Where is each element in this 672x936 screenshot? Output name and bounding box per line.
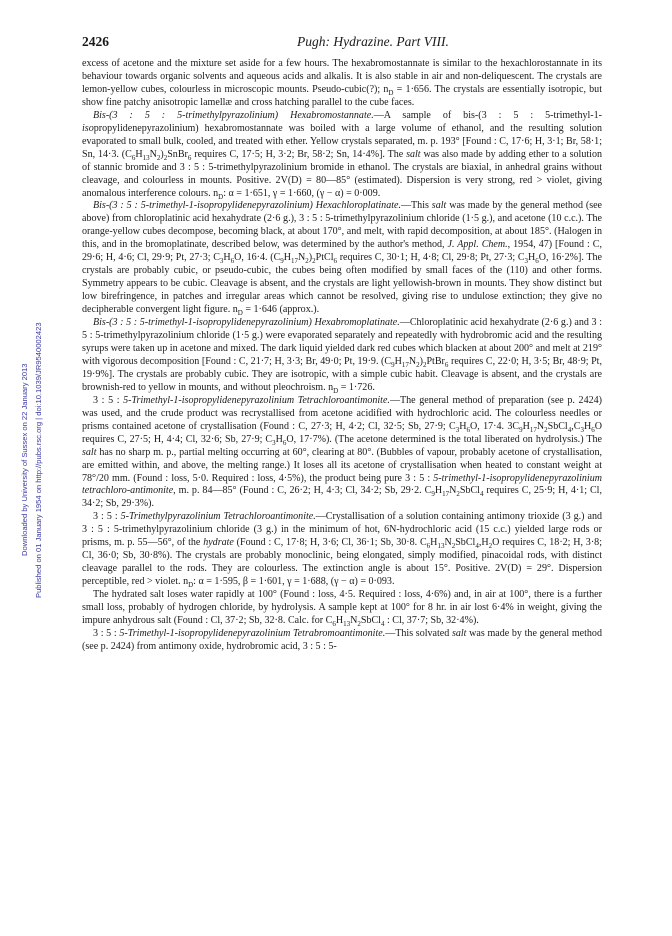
text-run: requires C, 25·9; H, 4·1; Cl, 34·2; Sb, 29·3%). bbox=[82, 485, 602, 510]
subscript: 6 bbox=[426, 542, 431, 551]
italic-text: 5-Trimethylpyrazolinium Tetrachloroantimonite. bbox=[120, 511, 316, 523]
text-run: N bbox=[149, 148, 157, 160]
italic-text: Bis-(3 : 5 : 5-trimethyl-1-isopropylidenepyrazolinium) Hexachloroplatinate. bbox=[93, 200, 401, 212]
subscript: 6 bbox=[332, 619, 336, 628]
text-run: PtCl bbox=[315, 252, 334, 264]
paragraph-p6 bbox=[82, 511, 602, 589]
text-run: SbCl bbox=[547, 420, 568, 432]
text-run: H bbox=[135, 148, 143, 160]
subscript: D bbox=[237, 309, 243, 318]
text-run: H bbox=[459, 420, 467, 432]
text-run: —The general method of preparation (see p. 2424) was used, and the crude product was recrystallised from acetone acidified with hydrochloric acid. The colourless needles or prisms contained acetone of crystallisation (Found : C, 27·3; H, 4·2; Cl, 32·5; Sb, 27·9; C bbox=[82, 394, 602, 432]
text-run: requires C, 17·5; H, 3·2; Br, 58·2; Sn, 14·4%]. The bbox=[191, 148, 407, 160]
subscript: 17 bbox=[442, 490, 450, 499]
text-run: The hydrated salt loses water rapidly at 100° (Found : loss, 4·5. Required : loss, 4·6%) and, in air at 100°, there is a further small loss, probably of hydrogen chloride, by hydrolysis. A sample kept at 100° for 8 hr. in air lost 6·4% in weight, giving the impure anhydrous salt (Found : Cl, 37·2; Sb, 32·8. Calc. for C bbox=[82, 589, 602, 626]
text-run: was also made by adding ether to a solution of stannic bromide and 3 : 5 : 5-trimethylpyrazolinium bromide in ethanol. The crystals are biaxial, in anhedral grains without cleavage, and colourless in mounts. Positive. 2V(D) = 80—85° (estimated). Dispersion is very strong, red > violet, giving anomalous interference colours. n bbox=[82, 148, 602, 199]
italic-text: iso bbox=[82, 122, 94, 134]
text-run: H bbox=[394, 355, 402, 367]
subscript: 2 bbox=[163, 153, 168, 162]
subscript: 4 bbox=[479, 490, 484, 499]
subscript: 6 bbox=[591, 425, 595, 434]
subscript: 6 bbox=[282, 438, 287, 447]
text-run: has no sharp m. p., partial melting occurring at 60°, clearing at 80°. (Bubbles of vapour, probably acetone of crystallisation, are emitted within, and above, the melting range.) It loses all its acetone of crystallisation when heated to constant weight at 78°/20 mm. (Found : loss, 5·0. Required : loss, 4·5%), the product being pure 3 : 5 : bbox=[82, 446, 602, 484]
text-run: was made by the general method (see above) from chloroplatinic acid hexahydrate (2·6 g.), 3 : 5 : 5-trimethylpyrazolinium chloride (1·5 g.), and acetone (10 c.c.). The orange-yellow cubes decompose, becoming black, at about 170°, and melt, with rapid decomposition, at about 185°. (Halogen in this, and in the bromoplatinate, described below, was determined by the author's method, bbox=[82, 200, 602, 251]
italic-text: Bis-(3 : 5 : 5-trimethylpyrazolinium) Hexabromostannate. bbox=[93, 109, 374, 121]
text-run: H bbox=[283, 252, 292, 264]
italic-text: salt bbox=[82, 446, 97, 458]
text-run: ) bbox=[160, 148, 164, 160]
paragraph-p7 bbox=[82, 589, 602, 628]
text-run: PtBr bbox=[426, 355, 445, 367]
subscript: 3 bbox=[455, 425, 460, 434]
text-run: 3 : 5 : bbox=[93, 627, 120, 639]
subscript: 6 bbox=[444, 360, 449, 369]
text-run: : α = 1·595, β = 1·601, γ = 1·688, (γ − α) = 0·093. bbox=[193, 576, 395, 588]
subscript: 6 bbox=[333, 257, 338, 266]
text-run: requires C, 22·0; H, 3·5; Br, 48·9; Pt, 19·9%]. The crystals are probably cubic. They are isotropic, with a simple cubic habit. Cleavage is absent, and the crystals are brownish-red to yellow in mounts, and without pleochroism. n bbox=[82, 355, 602, 393]
text-run: O, 16·2%]. The crystals are probably cubic, or pseudo-cubic, the cubes being often modified by small faces of the (110) and other forms. Symmetry appears to be cubic. Cleavage is absent, and the crystals are light yellowish-brown in mounts. They show distinct but low birefringence, in patches and irregular areas which cannot be resolved, giving rise to undulose extinction; they give no decipherable convergent light figure. n bbox=[82, 252, 602, 316]
text-run: was made by the general method (see p. 2424) from antimony oxide, hydrobromic acid, 3 : 5 : 5- bbox=[82, 627, 602, 652]
text-run: N bbox=[449, 485, 457, 497]
paragraph-p8 bbox=[82, 628, 602, 654]
paragraph-p5 bbox=[82, 395, 602, 512]
subscript: D bbox=[388, 88, 394, 97]
subscript: D bbox=[218, 192, 224, 201]
download-notice[interactable]: Downloaded by University of Sussex on 22 January 2013 bbox=[20, 363, 29, 557]
text-run: N bbox=[408, 355, 417, 367]
paragraph-p2 bbox=[82, 110, 602, 201]
text-run: H bbox=[275, 433, 283, 445]
text-run: O requires C, 27·5; H, 4·4; Cl, 32·6; Sb, 27·9; C bbox=[82, 420, 602, 445]
text-run: O, 16·4. (C bbox=[234, 252, 281, 264]
text-run: SbCl bbox=[455, 537, 476, 549]
subscript: 2 bbox=[312, 257, 316, 266]
page-number: 2426 bbox=[82, 34, 109, 49]
italic-text: 5-Trimethyl-1-isopropylidenepyrazolinium Tetrachloroantimonite. bbox=[123, 394, 390, 406]
text-run: ,C bbox=[571, 420, 581, 432]
text-run: H bbox=[223, 252, 231, 264]
subscript: 17 bbox=[401, 360, 409, 369]
text-run: H bbox=[528, 252, 536, 264]
subscript: 9 bbox=[280, 257, 284, 266]
subscript: 2 bbox=[305, 257, 309, 266]
text-run: H bbox=[434, 485, 443, 497]
text-run: —This bbox=[401, 200, 432, 212]
italic-text: J. Appl. Chem. bbox=[447, 239, 508, 251]
subscript: 13 bbox=[437, 542, 445, 551]
text-run: 3 : 5 : bbox=[93, 394, 124, 406]
subscript: 4 bbox=[380, 619, 385, 628]
italic-text: salt bbox=[451, 627, 467, 639]
subscript: 6 bbox=[230, 257, 235, 266]
text-run: ,H bbox=[478, 537, 489, 549]
text-run: N bbox=[444, 537, 452, 549]
subscript: 4 bbox=[475, 542, 479, 551]
subscript: 13 bbox=[142, 153, 150, 162]
italic-text: salt bbox=[431, 200, 447, 212]
text-run: N bbox=[536, 420, 545, 432]
text-run: = 1·726. bbox=[338, 381, 375, 393]
subscript: 13 bbox=[343, 619, 351, 628]
text-run: ) bbox=[308, 252, 313, 264]
text-run: = 1·656. The crystals are essentially isotropic, but show fine patchy anisotropic lamellæ and cross hatching parallel to the cube faces. bbox=[82, 83, 602, 108]
text-run: N bbox=[298, 252, 306, 264]
subscript: 2 bbox=[451, 542, 456, 551]
subscript: 6 bbox=[131, 153, 136, 162]
text-run: O, 17·7%). (The acetone determined is the total liberated on hydrolysis.) The bbox=[286, 433, 602, 445]
subscript: 3 bbox=[219, 257, 224, 266]
text-run: 3 : 5 : bbox=[93, 511, 121, 523]
text-run: SbCl bbox=[360, 614, 381, 626]
text-run: (Found : C, 17·8; H, 3·6; Cl, 36·1; Sb, 30·8. C bbox=[233, 537, 427, 549]
text-run: requires C, 30·1; H, 4·8; Cl, 29·8; Pt, 27·3; C bbox=[337, 252, 525, 264]
italic-text: salt bbox=[406, 148, 421, 160]
paragraph-p3 bbox=[82, 200, 602, 317]
subscript: 2 bbox=[488, 542, 493, 551]
paragraph-p4 bbox=[82, 317, 602, 395]
subscript: 9 bbox=[391, 360, 395, 369]
text-run: N bbox=[350, 614, 358, 626]
text-run: O, 17·4. 3C bbox=[470, 420, 520, 432]
text-run: —Chloroplatinic acid hexahydrate (2·6 g.) and 3 : 5 : 5-trimethylpyrazolinium chloride (1·5 g.) were evaporated separately and repeatedly with hydrobromic acid and the resulting syrups were taken up in acetone and mixed. The dark liquid yielded dark red cubes which blacken at about 200° and melt at 219° with vigorous decomposition [Found : C, 21·7; H, 3·3; Br, 49·0; Pt, 19·9. (C bbox=[82, 317, 602, 367]
subscript: D bbox=[333, 386, 339, 395]
article-body bbox=[82, 58, 602, 930]
text-run: ) bbox=[419, 355, 423, 367]
text-run: : Cl, 37·7; Sb, 32·4%). bbox=[384, 614, 479, 626]
text-run: : α = 1·651, γ = 1·660, (γ − α) = 0·009. bbox=[223, 187, 381, 199]
text-run: H bbox=[583, 420, 592, 432]
publication-notice[interactable]: Published on 01 January 1954 on http://pubs.rsc.org | doi:10.1039/JR9540002423 bbox=[34, 322, 43, 598]
subscript: 3 bbox=[524, 257, 529, 266]
text-run: H bbox=[522, 420, 530, 432]
text-run: = 1·646 (approx.). bbox=[242, 304, 320, 316]
text-run: H bbox=[430, 537, 438, 549]
subscript: 2 bbox=[422, 360, 427, 369]
text-run: SnBr bbox=[167, 148, 188, 160]
text-run: —A sample of bis-(3 : 5 : 5-trimethyl-1- bbox=[373, 109, 602, 121]
text-run: SbCl bbox=[459, 485, 480, 497]
text-run: —Crystallisation of a solution containing antimony trioxide (3 g.) and 3 : 5 : 5-trimethylpyrazolinium chloride (3 g.) in the minimum of hot, 6N-hydrochloric acid (15 c.c.) yielded large rods or prisms, m. p. 55—56°, of the bbox=[82, 511, 602, 549]
subscript: 6 bbox=[466, 425, 470, 434]
italic-text: Bis-(3 : 5 : 5-trimethyl-1-isopropylidenepyrazolinium) Hexabromoplatinate. bbox=[93, 317, 400, 329]
subscript: 2 bbox=[416, 360, 420, 369]
subscript: 17 bbox=[529, 425, 537, 434]
text-run: —This solvated bbox=[385, 627, 452, 639]
subscript: 3 bbox=[580, 425, 584, 434]
subscript: 6 bbox=[535, 257, 539, 266]
subscript: 17 bbox=[291, 257, 299, 266]
text-run: excess of acetone and the mixture set aside for a few hours. The hexabromostannate is similar to the hexachlorostannate in its behaviour towards organic solvents and aqueous acids and alkalis. It is also stable in air and non-deliquescent. The crystals are lemon-yellow cubes, colourless in microscopic mounts. Pseudo-cubic(?); n bbox=[82, 58, 602, 95]
text-run: O requires C, 18·2; H, 3·8; Cl, 36·0; Sb, 30·8%). The crystals are probably monoclinic, being elongated, simply modified, pinacoidal rods, with distinct cleavage parallel to the rods. They are colourless. The extinction angle is about 15°. Positive. 2V(D) = 29°. Dispersion perceptible, red > violet. n bbox=[82, 537, 602, 588]
subscript: 2 bbox=[156, 153, 161, 162]
text-run: , 1954, 47) [Found : C, 29·6; H, 4·6; Cl, 29·9; Pt, 27·3; C bbox=[82, 239, 602, 264]
italic-text: hydrate bbox=[203, 537, 234, 549]
italic-text: 5-Trimethyl-1-isopropylidenepyrazolinium Tetrabromoantimonite. bbox=[119, 627, 386, 639]
text-run: H bbox=[335, 614, 344, 626]
subscript: 9 bbox=[519, 425, 523, 434]
subscript: 4 bbox=[567, 425, 572, 434]
subscript: 3 bbox=[272, 438, 276, 447]
subscript: D bbox=[188, 581, 194, 590]
text-run: propylidenepyrazolinium) hexabromostannate was boiled with a large volume of ethanol, and the resulting solution evaporated to small bulk, cooled, and treated with ether. Yellow crystals separated, m. p. 193° [Found : C, 17·6; H, 3·1; Br, 58·1; Sn, 14·3. (C bbox=[82, 122, 602, 160]
paragraph-p1 bbox=[82, 58, 602, 110]
italic-text: 5-trimethyl-1-isopropylidenepyrazolinium tetrachloro-antimonite bbox=[82, 472, 602, 497]
subscript: 2 bbox=[456, 490, 460, 499]
text-run: , m. p. 84—85° (Found : C, 26·2; H, 4·3; Cl, 34·2; Sb, 29·2. C bbox=[173, 485, 432, 497]
running-head: Pugh: Hydrazine. Part VIII. bbox=[297, 34, 449, 49]
subscript: 9 bbox=[431, 490, 435, 499]
page-header bbox=[82, 34, 602, 50]
subscript: 2 bbox=[357, 619, 361, 628]
subscript: 6 bbox=[187, 153, 192, 162]
subscript: 2 bbox=[544, 425, 548, 434]
